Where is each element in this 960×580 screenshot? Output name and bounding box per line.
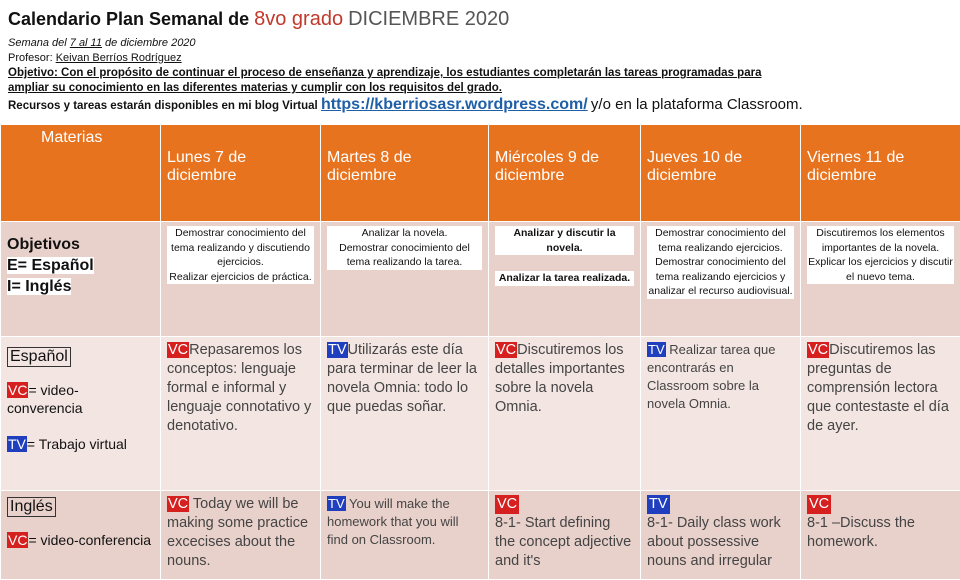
vc-tag: VC xyxy=(495,342,517,358)
objectives-row xyxy=(1,222,960,337)
espanol-monday-text: Repasaremos los conceptos: lenguaje formal e informal y lenguaje connotativo y denotativo. xyxy=(167,342,311,434)
vc-tag: VC xyxy=(495,495,519,514)
objective-line-1: Objetivo: Con el propósito de continuar el proceso de enseñanza y aprendizaje, los estudiantes completarán las tareas programadas para xyxy=(8,66,958,81)
ingles-tuesday-text: You will make the homework that you will find on Classroom. xyxy=(327,496,459,547)
professor-line xyxy=(8,51,958,66)
ingles-monday xyxy=(161,491,321,580)
vc-legend-tag: VC xyxy=(7,382,28,398)
ingles-label-cell xyxy=(1,491,161,580)
espanol-label: Español xyxy=(7,347,71,367)
title-grade: 8vo grado xyxy=(254,8,343,30)
resources-line xyxy=(8,96,958,115)
week-line xyxy=(8,36,958,51)
day-wednesday: Miércoles 9 de diciembre xyxy=(489,125,641,222)
vc-tag: VC xyxy=(167,342,189,358)
tv-tag: TV xyxy=(327,496,346,511)
objective-friday-i: Explicar los ejercicios y discutir el nuevo tema. xyxy=(807,255,954,284)
objectives-label-cell xyxy=(1,222,161,337)
objective-tuesday xyxy=(321,222,489,337)
espanol-friday-text: Discutiremos las preguntas de comprensión lectora que contestaste el día de ayer. xyxy=(807,342,949,434)
objective-friday xyxy=(801,222,960,337)
vc-tag: VC xyxy=(807,342,829,358)
ingles-monday-text: Today we will be making some practice excecises about the nouns. xyxy=(167,496,308,569)
objectives-i: I= Inglés xyxy=(7,278,71,295)
objective-monday xyxy=(161,222,321,337)
vc-legend-text: = video-conferencia xyxy=(28,532,151,548)
header xyxy=(8,0,958,115)
espanol-wednesday-text: Discutiremos los detalles importantes sobre la novela Omnia. xyxy=(495,342,625,415)
objective-monday-i: Realizar ejercicios de práctica. xyxy=(167,270,314,285)
objective-thursday xyxy=(641,222,801,337)
objectives-label: Objetivos xyxy=(7,234,154,255)
espanol-wednesday xyxy=(489,337,641,491)
objective-line-2: ampliar su conocimiento en las diferentes materias y cumplir con los requisitos del grado. xyxy=(8,81,958,96)
weekly-plan-table xyxy=(0,124,960,580)
day-thursday: Jueves 10 de diciembre xyxy=(641,125,801,222)
espanol-friday xyxy=(801,337,960,491)
week-suffix: de diciembre 2020 xyxy=(102,37,196,49)
espanol-label-cell xyxy=(1,337,161,491)
objective-tuesday-e: Analizar la novela. xyxy=(327,226,482,241)
objective-monday-e: Demostrar conocimiento del tema realizando y discutiendo ejercicios. xyxy=(167,226,314,270)
tv-tag: TV xyxy=(327,342,348,358)
ingles-wednesday-text: 8-1- Start defining the concept adjective and it's xyxy=(495,515,631,569)
page-title xyxy=(8,0,958,36)
ingles-thursday xyxy=(641,491,801,580)
ingles-friday xyxy=(801,491,960,580)
tv-tag: TV xyxy=(647,495,670,514)
vc-tag: VC xyxy=(807,495,831,514)
objective-thursday-e: Demostrar conocimiento del tema realizando ejercicios. xyxy=(647,226,794,255)
ingles-wednesday xyxy=(489,491,641,580)
prof-prefix: Profesor: xyxy=(8,52,56,64)
subjects-header: Materias xyxy=(1,125,161,222)
day-friday: Viernes 11 de diciembre xyxy=(801,125,960,222)
day-tuesday: Martes 8 de diciembre xyxy=(321,125,489,222)
objective-wednesday-e: Analizar y discutir la novela. xyxy=(495,226,634,255)
objective-wednesday xyxy=(489,222,641,337)
day-monday: Lunes 7 de diciembre xyxy=(161,125,321,222)
objective-thursday-i: Demostrar conocimiento del tema realizando ejercicios y analizar el recurso audiovisual. xyxy=(647,255,794,299)
week-dates: 7 al 11 xyxy=(70,37,102,49)
objective-tuesday-i: Demostrar conocimiento del tema realizando la tarea. xyxy=(327,241,482,270)
tv-legend-text: = Trabajo virtual xyxy=(27,436,127,452)
ingles-row xyxy=(1,491,960,580)
ingles-friday-text: 8-1 –Discuss the homework. xyxy=(807,515,915,550)
blog-link[interactable]: https://kberriosasr.wordpress.com/ xyxy=(321,96,588,113)
ingles-thursday-text: 8-1- Daily class work about possessive nouns and irregular xyxy=(647,515,781,569)
vc-legend-tag: VC xyxy=(7,532,28,548)
vc-legend-text: = video-converencia xyxy=(7,382,83,416)
title-month: DICIEMBRE 2020 xyxy=(348,8,509,30)
tv-legend-tag: TV xyxy=(7,436,27,452)
espanol-tuesday-text: Utilizarás este día para terminar de leer la novela Omnia: todo lo que puedas soñar. xyxy=(327,342,477,415)
ingles-label: Inglés xyxy=(7,497,56,517)
title-text: Calendario Plan Semanal de xyxy=(8,9,249,29)
resources-end: y/o en la plataforma Classroom. xyxy=(591,96,803,113)
resources-text: Recursos y tareas estarán disponibles en mi blog Virtual xyxy=(8,100,318,112)
week-prefix: Semana del xyxy=(8,37,70,49)
espanol-row xyxy=(1,337,960,491)
vc-tag: VC xyxy=(167,496,189,512)
espanol-tuesday xyxy=(321,337,489,491)
ingles-tuesday xyxy=(321,491,489,580)
espanol-thursday xyxy=(641,337,801,491)
objective-friday-e: Discutiremos los elementos importantes de la novela. xyxy=(807,226,954,255)
objectives-e: E= Español xyxy=(7,257,94,274)
prof-name: Keivan Berríos Rodríguez xyxy=(56,52,182,64)
espanol-monday xyxy=(161,337,321,491)
header-row xyxy=(1,125,960,222)
objective-wednesday-i: Analizar la tarea realizada. xyxy=(495,271,634,286)
tv-tag: TV xyxy=(647,342,666,357)
espanol-thursday-text: Realizar tarea que encontrarás en Classroom sobre la novela Omnia. xyxy=(647,342,775,411)
